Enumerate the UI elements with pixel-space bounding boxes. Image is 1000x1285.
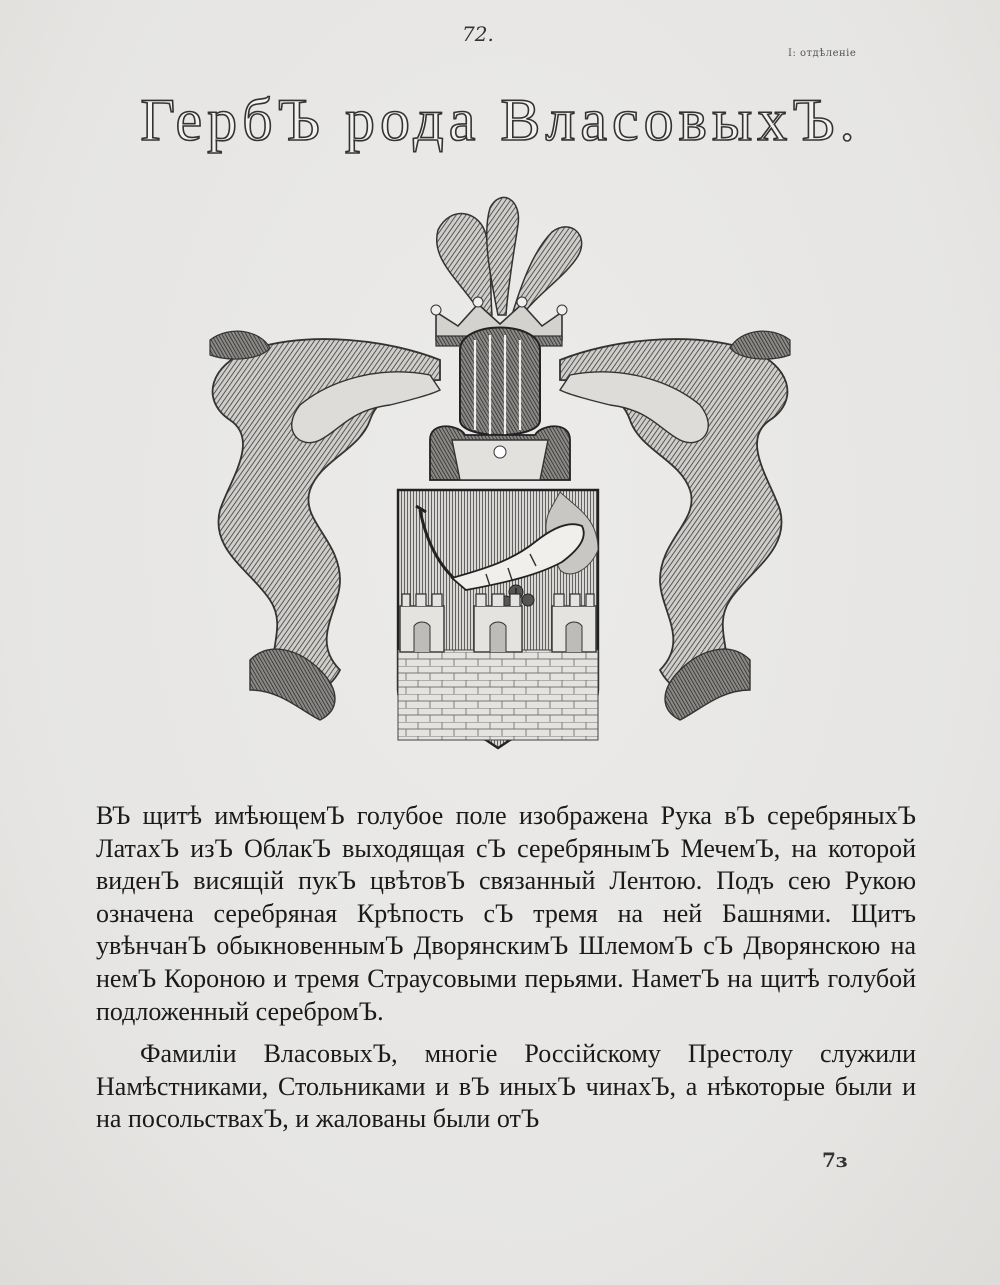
paragraph-family-history: Фамиліи ВласовыхЪ, многіе Россійскому Престолу служили Намѣстниками, Стольниками и вЪ иныхЪ чинахЪ, а нѣкоторые были и на посольствахЪ, и жалованы были отЪ (96, 1039, 916, 1134)
silver-fortress (398, 594, 598, 740)
knight-helmet (430, 328, 570, 481)
body-text (96, 800, 916, 1136)
ostrich-feathers (437, 197, 582, 318)
page-number: 72. (462, 22, 494, 46)
shield (398, 490, 598, 748)
catchword: 7ɜ (822, 1148, 848, 1172)
page-title: ГербЪ рода ВласовыхЪ. (140, 87, 860, 153)
coat-of-arms-engraving (190, 190, 810, 750)
paragraph-blazon: ВЪ щитѣ имѣющемЪ голубое поле изображена Рука вЪ серебряныхЪ ЛатахЪ изЪ ОблакЪ выходящая сЪ серебрянымЪ МечемЪ, на которой виденЪ висящій пукЪ цвѣтовЪ связанный Лентою. Подъ сею Рукою означена серебряная Крѣпость сЪ тремя на ней Башнями. Щитъ увѣнчанЪ обыкновеннымЪ ДворянскимЪ ШлемомЪ сЪ Дворянскою на немЪ Короною и тремя Страусовыми перьями. НаметЪ на щитѣ голубой подложенный серебромЪ. (96, 801, 916, 1026)
section-mark: I: отдѣленіе (788, 48, 857, 59)
